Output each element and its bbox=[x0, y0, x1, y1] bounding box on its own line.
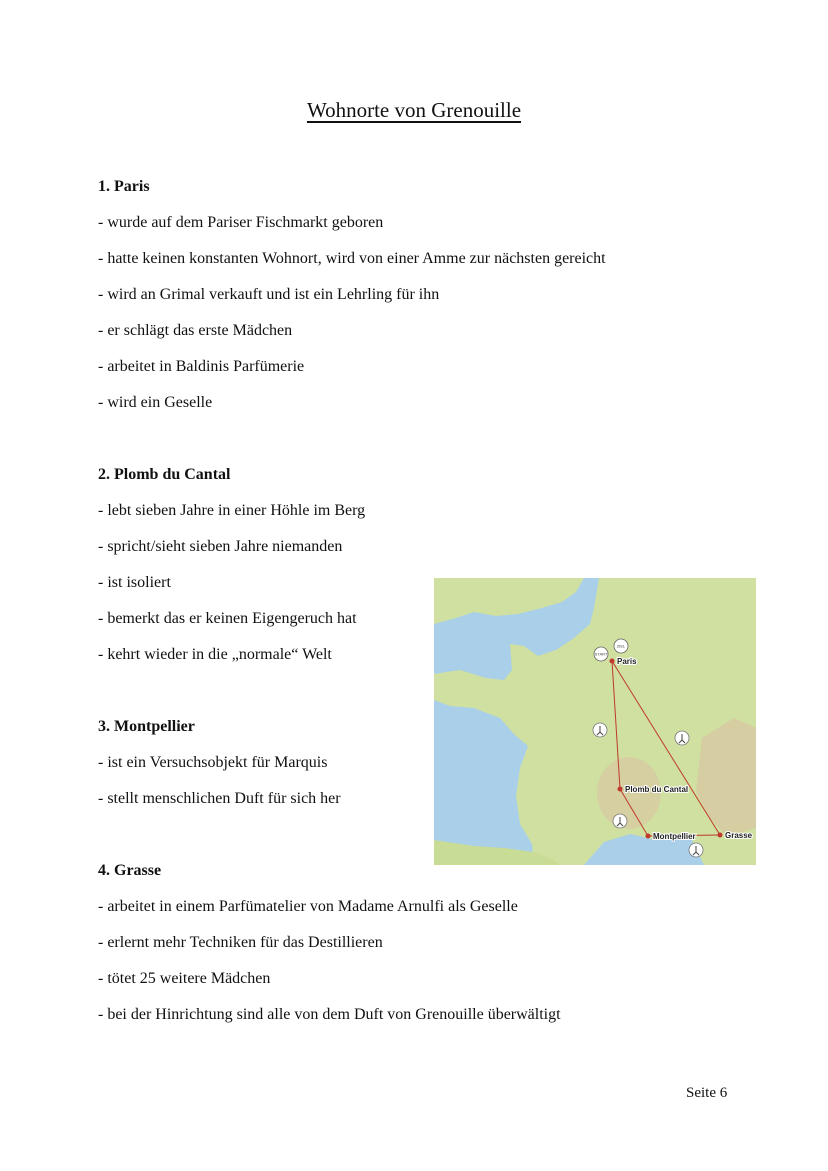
section-paris bbox=[98, 177, 606, 429]
start-pin-label: START bbox=[594, 651, 608, 657]
section-plomb-du-cantal bbox=[98, 465, 365, 681]
list-item: - stellt menschlichen Duft für sich her bbox=[98, 790, 341, 807]
list-item: - hatte keinen konstanten Wohnort, wird von einer Amme zur nächsten gereicht bbox=[98, 250, 606, 267]
hiker-icon bbox=[689, 843, 703, 857]
section-heading: 4. Grasse bbox=[98, 862, 162, 879]
list-item: - wird an Grimal verkauft und ist ein Lehrling für ihn bbox=[98, 286, 440, 303]
section-heading: 1. Paris bbox=[98, 178, 150, 195]
section-list bbox=[98, 501, 365, 681]
list-item: - kehrt wieder in die „normale“ Welt bbox=[98, 646, 332, 663]
list-item: - bemerkt das er keinen Eigengeruch hat bbox=[98, 610, 357, 627]
list-item: - arbeitet in einem Parfümatelier von Madame Arnulfi als Geselle bbox=[98, 898, 518, 915]
city-marker-grasse bbox=[718, 833, 723, 838]
map-canvas bbox=[434, 578, 756, 865]
city-marker-paris bbox=[610, 659, 615, 664]
city-marker-montpellier bbox=[646, 834, 651, 839]
page-number: Seite 6 bbox=[686, 1085, 728, 1101]
city-label-grasse: Grasse bbox=[725, 831, 753, 840]
list-item: - wird ein Geselle bbox=[98, 394, 213, 411]
list-item: - arbeitet in Baldinis Parfümerie bbox=[98, 358, 305, 375]
list-item: - lebt sieben Jahre in einer Höhle im Berg bbox=[98, 502, 366, 519]
list-item: - wurde auf dem Pariser Fischmarkt geboren bbox=[98, 214, 384, 231]
city-label-montpellier: Montpellier bbox=[653, 832, 696, 841]
section-montpellier bbox=[98, 717, 341, 825]
list-item: - ist isoliert bbox=[98, 574, 171, 591]
section-heading: 2. Plomb du Cantal bbox=[98, 466, 231, 483]
hiker-icon bbox=[593, 723, 607, 737]
city-marker-plomb bbox=[618, 787, 623, 792]
ziel-pin-label: ZIEL bbox=[616, 643, 626, 649]
france-route-map bbox=[434, 578, 756, 865]
section-list bbox=[98, 213, 606, 429]
section-heading: 3. Montpellier bbox=[98, 718, 195, 735]
hiker-icon bbox=[613, 814, 627, 828]
page-title: Wohnorte von Grenouille bbox=[306, 98, 522, 122]
section-list bbox=[98, 897, 561, 1041]
hiker-icon bbox=[675, 731, 689, 745]
list-item: - ist ein Versuchsobjekt für Marquis bbox=[98, 754, 328, 771]
city-label-plomb: Plomb du Cantal bbox=[625, 785, 689, 794]
list-item: - erlernt mehr Techniken für das Destillieren bbox=[98, 934, 383, 951]
list-item: - tötet 25 weitere Mädchen bbox=[98, 970, 271, 987]
list-item: - spricht/sieht sieben Jahre niemanden bbox=[98, 538, 343, 555]
city-label-paris: Paris bbox=[617, 657, 637, 666]
ziel-pin-icon bbox=[614, 639, 628, 653]
section-grasse bbox=[98, 861, 561, 1041]
section-list bbox=[98, 753, 341, 825]
list-item: - bei der Hinrichtung sind alle von dem Duft von Grenouille überwältigt bbox=[98, 1006, 561, 1023]
list-item: - er schlägt das erste Mädchen bbox=[98, 322, 293, 339]
start-pin-icon bbox=[594, 647, 608, 661]
